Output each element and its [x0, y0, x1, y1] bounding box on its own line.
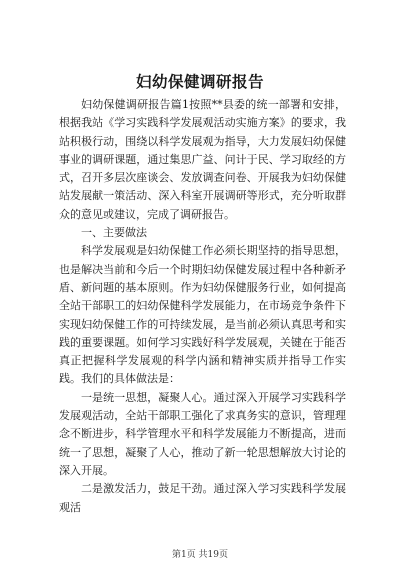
- paragraph-intro: 妇幼保健调研报告篇1按照**县委的统一部署和安排，根据我站《学习实践科学发展观活动实施方案》的要求，我站积极行动，围绕以科学发展观为指导，大力发展妇幼保健事业的调研课题，通过集思广益、问计于民、学习取经的方式，召开多层次座谈会、发放调查问卷、开展我为妇幼保健站发展献一策活动、深入科室开展调研等形式，充分听取群众的意见或建议，完成了调研报告。: [59, 98, 346, 221]
- document-body: [59, 96, 346, 517]
- section-heading: 一、主要做法: [81, 226, 147, 240]
- paragraph-point-one: 一是统一思想，凝聚人心。通过深入开展学习实践科学发展观活动，全站干部职工强化了求真务实的意识，管理理念不断进步，科学管理水平和科学发展能力不断提高，进而统一了思想，凝聚了人心，推动了新一轮思想解放大讨论的深入开展。: [59, 390, 346, 477]
- paragraph-point-two: 二是激发活力，鼓足干劲。通过深入学习实践科学发展观活: [59, 482, 346, 514]
- page-title: 妇幼保健调研报告: [135, 72, 264, 91]
- paragraph-guidance: 科学发展观是妇幼保健工作必须长期坚持的指导思想，也是解决当前和今后一个时期妇幼保健发展过程中各种新矛盾、新问题的基本原则。作为妇幼保健服务行业，如何提高全站干部职工的妇幼保健科学发展能力，在市场竞争条件下实现妇幼保健工作的可持续发展，是当前必须认真思考和实践的重要课题。如何学习实践好科学发展观，关键在于能否真正把握科学发展观的科学内涵和精神实质并指导工作实践。我们的具体做法是：: [59, 244, 346, 386]
- page-number-footer: 第1页 共19页: [171, 550, 229, 560]
